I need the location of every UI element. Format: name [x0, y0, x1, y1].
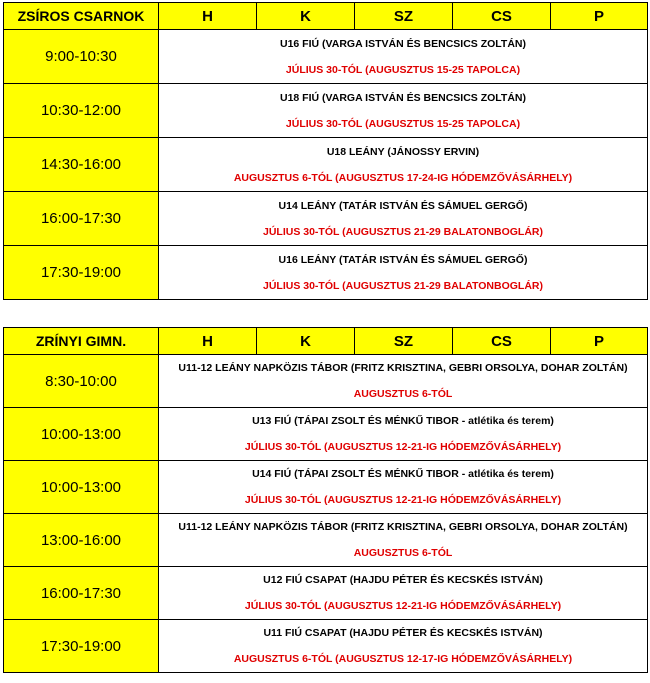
table-row: [4, 620, 648, 673]
session-cell: [159, 620, 648, 673]
session-group: U16 LEÁNY (TATÁR ISTVÁN ÉS SÁMUEL GERGŐ): [278, 253, 528, 266]
session-dates: JÚLIUS 30-TÓL (AUGUSZTUS 15-25 TAPOLCA): [285, 117, 521, 130]
session-dates: JÚLIUS 30-TÓL (AUGUSZTUS 12-21-IG HÓDEMZŐVÁSÁRHELY): [244, 600, 562, 612]
table-row: [4, 246, 648, 300]
session-group: U11 FIÚ CSAPAT (HAJDU PÉTER ÉS KECSKÉS ISTVÁN): [263, 627, 543, 639]
table-row: [4, 138, 648, 192]
session-cell: [159, 567, 648, 620]
session-group: U16 FIÚ (VARGA ISTVÁN ÉS BENCSICS ZOLTÁN): [280, 37, 526, 50]
day-header-h: H: [159, 3, 257, 30]
session-cell: [159, 408, 648, 461]
session-group: U11-12 LEÁNY NAPKÖZIS TÁBOR (FRITZ KRISZTINA, GEBRI ORSOLYA, DOHAR ZOLTÁN): [178, 362, 628, 374]
table-row: [4, 461, 648, 514]
venue-name: ZRÍNYI GIMN.: [4, 328, 159, 355]
day-header-cs: CS: [453, 328, 551, 355]
session-dates: JÚLIUS 30-TÓL (AUGUSZTUS 21-29 BALATONBOGLÁR): [262, 225, 544, 238]
session-group: U18 LEÁNY (JÁNOSSY ERVIN): [326, 145, 480, 158]
day-header-p: P: [551, 3, 648, 30]
session-cell: [159, 514, 648, 567]
session-dates: JÚLIUS 30-TÓL (AUGUSZTUS 21-29 BALATONBOGLÁR): [262, 279, 544, 292]
time-slot: 10:30-12:00: [4, 84, 159, 138]
session-dates: AUGUSZTUS 6-TÓL (AUGUSZTUS 17-24-IG HÓDEMZŐVÁSÁRHELY): [233, 171, 573, 184]
session-dates: AUGUSZTUS 6-TÓL: [353, 547, 453, 559]
day-header-cs: CS: [453, 3, 551, 30]
header-row: [4, 328, 648, 355]
time-slot: 8:30-10:00: [4, 355, 159, 408]
session-dates: JÚLIUS 30-TÓL (AUGUSZTUS 12-21-IG HÓDEMZŐVÁSÁRHELY): [244, 494, 562, 506]
time-slot: 14:30-16:00: [4, 138, 159, 192]
session-group: U12 FIÚ CSAPAT (HAJDU PÉTER ÉS KECSKÉS ISTVÁN): [263, 574, 543, 586]
session-group: U11-12 LEÁNY NAPKÖZIS TÁBOR (FRITZ KRISZTINA, GEBRI ORSOLYA, DOHAR ZOLTÁN): [178, 521, 628, 533]
day-header-sz: SZ: [355, 3, 453, 30]
table-row: [4, 514, 648, 567]
time-slot: 16:00-17:30: [4, 567, 159, 620]
session-group: U18 FIÚ (VARGA ISTVÁN ÉS BENCSICS ZOLTÁN): [280, 91, 526, 104]
session-dates: AUGUSZTUS 6-TÓL: [353, 388, 453, 400]
time-slot: 9:00-10:30: [4, 30, 159, 84]
session-group: U14 FIÚ (TÁPAI ZSOLT ÉS MÉNKŰ TIBOR - atlétika és terem): [252, 468, 554, 480]
time-slot: 10:00-13:00: [4, 408, 159, 461]
session-cell: [159, 84, 648, 138]
day-header-h: H: [159, 328, 257, 355]
time-slot: 17:30-19:00: [4, 246, 159, 300]
session-cell: [159, 246, 648, 300]
table-row: [4, 355, 648, 408]
session-dates: JÚLIUS 30-TÓL (AUGUSZTUS 15-25 TAPOLCA): [285, 63, 521, 76]
session-dates: AUGUSZTUS 6-TÓL (AUGUSZTUS 12-17-IG HÓDEMZŐVÁSÁRHELY): [233, 653, 573, 665]
venue-name: ZSÍROS CSARNOK: [4, 3, 159, 30]
day-header-k: K: [257, 328, 355, 355]
table-row: [4, 567, 648, 620]
session-cell: [159, 30, 648, 84]
session-group: U13 FIÚ (TÁPAI ZSOLT ÉS MÉNKŰ TIBOR - atlétika és terem): [252, 415, 554, 427]
session-cell: [159, 192, 648, 246]
session-cell: [159, 461, 648, 514]
time-slot: 10:00-13:00: [4, 461, 159, 514]
time-slot: 17:30-19:00: [4, 620, 159, 673]
session-dates: JÚLIUS 30-TÓL (AUGUSZTUS 12-21-IG HÓDEMZŐVÁSÁRHELY): [244, 441, 562, 453]
time-slot: 13:00-16:00: [4, 514, 159, 567]
session-group: U14 LEÁNY (TATÁR ISTVÁN ÉS SÁMUEL GERGŐ): [278, 199, 528, 212]
session-cell: [159, 138, 648, 192]
header-row: [4, 3, 648, 30]
table-row: [4, 192, 648, 246]
table-row: [4, 30, 648, 84]
table-row: [4, 84, 648, 138]
time-slot: 16:00-17:30: [4, 192, 159, 246]
schedule-table-zrinyi-gimn: [3, 327, 648, 673]
day-header-k: K: [257, 3, 355, 30]
session-cell: [159, 355, 648, 408]
table-row: [4, 408, 648, 461]
schedule-table-zsiros-csarnok: [3, 2, 648, 300]
day-header-p: P: [551, 328, 648, 355]
day-header-sz: SZ: [355, 328, 453, 355]
